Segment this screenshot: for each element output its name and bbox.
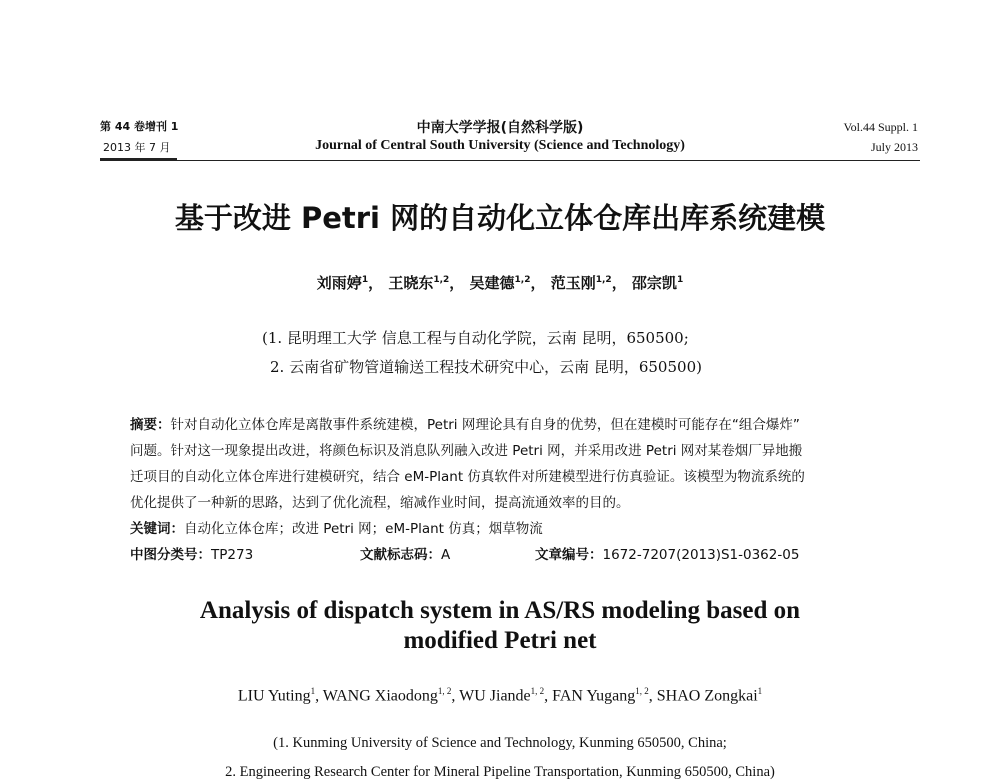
author-affiliation-sup: 1, 2 [635,686,649,696]
article-no-value: 1672-7207(2013)S1-0362-05 [602,547,800,563]
abstract-line: 问题。针对这一现象提出改进，将颜色标识及消息队列融入改进 Petri 网，并采用改进 Petri 网对某卷烟厂异地搬 [130,443,803,459]
abstract-first-line [130,412,880,438]
author-name: SHAO Zongkai [656,687,758,705]
author-name: WU Jiande [459,687,531,705]
affiliation-cn-2: 2. 云南省矿物管道输送工程技术研究中心，云南 昆明，650500) [270,358,702,376]
keywords-text: 自动化立体仓库；改进 Petri 网；eM-Plant 仿真；烟草物流 [184,521,543,537]
author-affiliation-sup: 1 [310,686,316,696]
author-name: 范玉刚 [550,274,596,292]
article-no [535,542,799,568]
header-rule-thick [100,158,177,160]
abstract-cn [130,412,880,568]
author-name: LIU Yuting [237,687,311,705]
author-name: 吴建德 [469,274,515,292]
keywords-label: 关键词： [130,521,184,537]
abstract-line: 迁项目的自动化立体仓库进行建模研究，结合 eM-Plant 仿真软件对所建模型进行仿真验证。该模型为物流系统的 [130,469,805,485]
article-no-label: 文章编号： [535,547,603,563]
journal-name-en: Journal of Central South University (Science and Technology) [315,138,685,153]
header-vol-en: Vol.44 Suppl. 1 [843,120,918,134]
header-volume: 第 44 卷增刊 1 [100,120,179,133]
author-name: WANG Xiaodong [322,687,438,705]
title-en [0,596,1000,656]
affiliation-en-1: (1. Kunming University of Science and Technology, Kunming 650500, China; [273,735,727,751]
clc-value: TP273 [211,547,254,563]
abstract-label: 摘要： [130,417,171,433]
affiliation-cn-1: (1. 昆明理工大学 信息工程与自动化学院，云南 昆明，650500; [262,329,689,347]
author-affiliation-sup: 1,2 [433,275,450,285]
author-affiliation-sup: 1, 2 [530,686,545,696]
author-name: 王晓东 [388,274,434,292]
author-name: 刘雨婷 [316,274,362,292]
abstract-line: 针对自动化立体仓库是离散事件系统建模，Petri 网理论具有自身的优势，但在建模时可能存在“组合爆炸” [170,417,800,433]
header-date-en: July 2013 [870,140,918,154]
title-en-line: modified Petri net [403,627,597,654]
author-affiliation-sup: 1,2 [514,275,531,285]
journal-name-cn: 中南大学学报(自然科学版) [416,120,584,136]
doc-code-label: 文献标志码： [360,547,441,563]
author-affiliation-sup: 1 [676,275,684,285]
author-name: FAN Yugang [552,687,636,705]
header-date-cn: 2013 年 7 月 [103,141,171,154]
title-en-line: Analysis of dispatch system in AS/RS modeling based on [199,597,801,624]
classification-line [130,542,880,568]
authors-en: LIU Yuting$^1$, WANG Xiaodong$^{1, 2}$, WU Jiande$^{1, 2}$, FAN Yugang$^{1, 2}$, SHAO Zongkai$^1$ [237,686,763,705]
abstract-line: 优化提供了一种新的思路，达到了优化流程，缩减作业时间，提高流通效率的目的。 [130,495,630,511]
author-name: 邵宗凯 [631,274,677,292]
authors-cn: 刘雨婷$^1$， 王晓东$^{1,2}$， 吴建德$^{1,2}$， 范玉刚$^{1,2}$， 邵宗凯$^1$ [316,274,684,292]
author-affiliation-sup: 1, 2 [437,686,452,696]
clc-label: 中图分类号： [130,547,211,563]
affiliation-en-2: 2. Engineering Research Center for Mineral Pipeline Transportation, Kunming 650500, China) [225,764,775,780]
keywords [130,516,880,542]
doc-code [360,542,450,568]
title-cn: 基于改进 Petri 网的自动化立体仓库出库系统建模 [174,201,826,235]
doc-code-value: A [441,547,451,563]
header-rule [100,160,920,161]
author-affiliation-sup: 1 [361,275,369,285]
author-affiliation-sup: 1 [757,686,763,696]
author-affiliation-sup: 1,2 [595,275,612,285]
